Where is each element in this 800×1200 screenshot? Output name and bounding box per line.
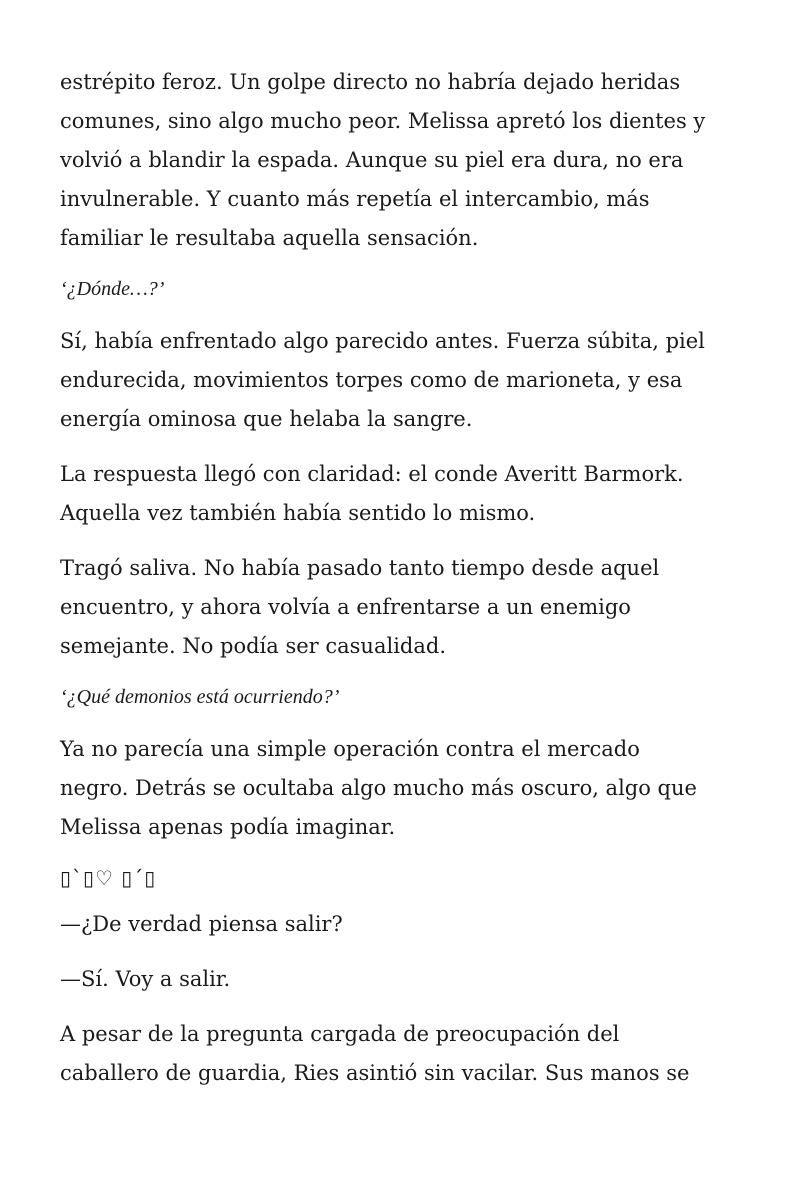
paragraph — [60, 455, 750, 533]
dialogue-line — [60, 960, 750, 999]
text-line: Aquella vez también había sentido lo mismo. — [60, 501, 536, 525]
text-line: Ya no parecía una simple operación contra el mercado — [60, 737, 640, 761]
text-line: negro. Detrás se ocultaba algo mucho más oscuro, algo que — [60, 776, 697, 800]
paragraph — [60, 1015, 750, 1093]
text-line: Tragó saliva. No había pasado tanto tiempo desde aquel — [60, 556, 660, 580]
text-line: A pesar de la pregunta cargada de preocupación del — [60, 1022, 620, 1046]
text-line: endurecida, movimientos torpes como de marioneta, y esa — [60, 368, 683, 392]
text-line: encuentro, y ahora volvía a enfrentarse a un enemigo — [60, 595, 631, 619]
dialogue-line — [60, 905, 750, 944]
scene-divider: ▯`▯♡ ▯´▯ — [60, 866, 157, 890]
reading-page — [60, 63, 750, 1109]
inner-thought: ‘¿Qué demonios está ocurriendo?’ — [60, 686, 340, 708]
text-line: comunes, sino algo mucho peor. Melissa apretó los dientes y — [60, 109, 706, 133]
paragraph — [60, 63, 750, 258]
paragraph — [60, 549, 750, 666]
text-line: estrépito feroz. Un golpe directo no habría dejado heridas — [60, 70, 681, 94]
text-line: energía ominosa que helaba la sangre. — [60, 407, 473, 431]
text-line: Sí, había enfrentado algo parecido antes. Fuerza súbita, piel — [60, 329, 705, 353]
text-line: familiar le resultaba aquella sensación. — [60, 226, 479, 250]
paragraph — [60, 322, 750, 439]
paragraph — [60, 730, 750, 847]
inner-thought: ‘¿Dónde…?’ — [60, 278, 165, 300]
text-line: semejante. No podía ser casualidad. — [60, 634, 446, 658]
text-line: —Sí. Voy a salir. — [60, 967, 231, 991]
text-line: volvió a blandir la espada. Aunque su piel era dura, no era — [60, 148, 684, 172]
text-line: La respuesta llegó con claridad: el conde Averitt Barmork. — [60, 462, 684, 486]
text-line: caballero de guardia, Ries asintió sin vacilar. Sus manos se — [60, 1061, 690, 1085]
text-line: Melissa apenas podía imaginar. — [60, 815, 396, 839]
text-line: —¿De verdad piensa salir? — [60, 912, 343, 936]
text-line: invulnerable. Y cuanto más repetía el intercambio, más — [60, 187, 650, 211]
